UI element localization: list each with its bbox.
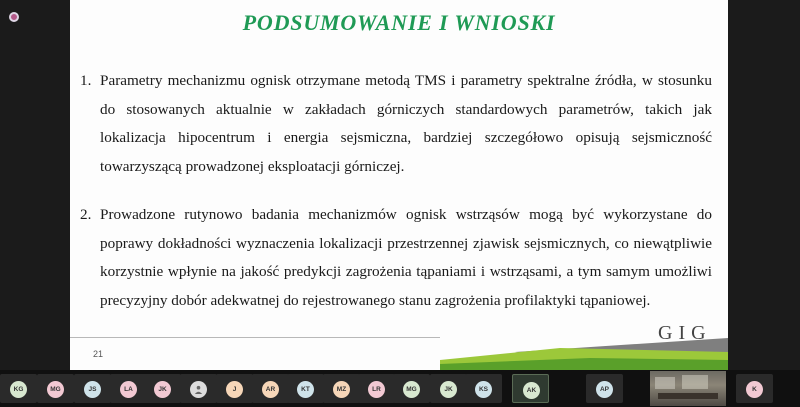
recording-icon[interactable] [9,12,19,22]
participant-tile[interactable] [0,374,37,403]
participant-tile[interactable] [216,374,253,403]
participant-avatar: AP [596,381,613,398]
participant-avatar: LR [368,381,385,398]
participant-avatar: JS [84,381,101,398]
participant-avatar: AK [523,382,540,399]
slide-page-number: 21 [93,349,104,359]
participant-avatar: J [226,381,243,398]
footer-divider [70,337,440,338]
participant-tile[interactable] [74,374,111,403]
participant-tile[interactable] [252,374,289,403]
shared-slide [70,0,728,370]
participant-video[interactable] [650,371,726,406]
participant-avatar: MZ [333,381,350,398]
participant-avatar: KG [10,381,27,398]
participant-avatar: K [746,381,763,398]
participant-tile[interactable] [323,374,360,403]
participant-tile[interactable] [430,374,467,403]
participant-tile[interactable] [110,374,147,403]
gig-logo: GIG [658,322,712,344]
participant-avatar: JK [440,381,457,398]
participant-avatar: AR [262,381,279,398]
item-number: 2. [80,206,92,223]
conclusion-item-1 [80,67,712,181]
person-icon [190,381,207,398]
participant-tile[interactable] [287,374,324,403]
participant-avatar: MG [47,381,64,398]
participant-avatar: KS [475,381,492,398]
participant-tile[interactable] [586,374,623,403]
participant-avatar: LA [120,381,137,398]
participant-tile[interactable] [358,374,395,403]
participant-tile[interactable] [180,374,217,403]
participant-tile[interactable] [736,374,773,403]
participant-tile[interactable] [393,374,430,403]
participant-tile[interactable] [144,374,181,403]
participant-tile[interactable] [465,374,502,403]
conclusion-item-2 [80,201,712,315]
item-text: Parametry mechanizmu ognisk otrzymane metodą TMS i parametry spektralne źródła, w stosunku do stosowanych aktualnie w zakładach górniczych standardowych parametrów, takich jak lokalizacja hipocentrum i energia sejsmiczna, bardziej szczegółowo opisują sejsmiczność towarzyszącą prowadzonej eksploatacji górniczej. [100,72,712,175]
participant-tile[interactable] [37,374,74,403]
slide-title: PODSUMOWANIE I WNIOSKI [242,10,556,35]
item-number: 1. [80,72,92,89]
participant-tile[interactable] [512,374,549,403]
participant-avatar: JK [154,381,171,398]
item-text: Prowadzone rutynowo badania mechanizmów ognisk wstrząsów mogą być wykorzystane do poprawy dokładności wyznaczenia lokalizacji przestrzennej zjawisk sejsmicznych, co niewątpliwie korzystnie wpłynie na jakość predykcji zagrożenia tąpaniami i wstrząsami, a tym samym umożliwi precyzyjny dobór adekwatnej do rejestrowanego stanu zagrożenia profilaktyki tąpaniowej. [100,206,712,309]
participant-avatar: MG [403,381,420,398]
participant-avatar: KT [297,381,314,398]
